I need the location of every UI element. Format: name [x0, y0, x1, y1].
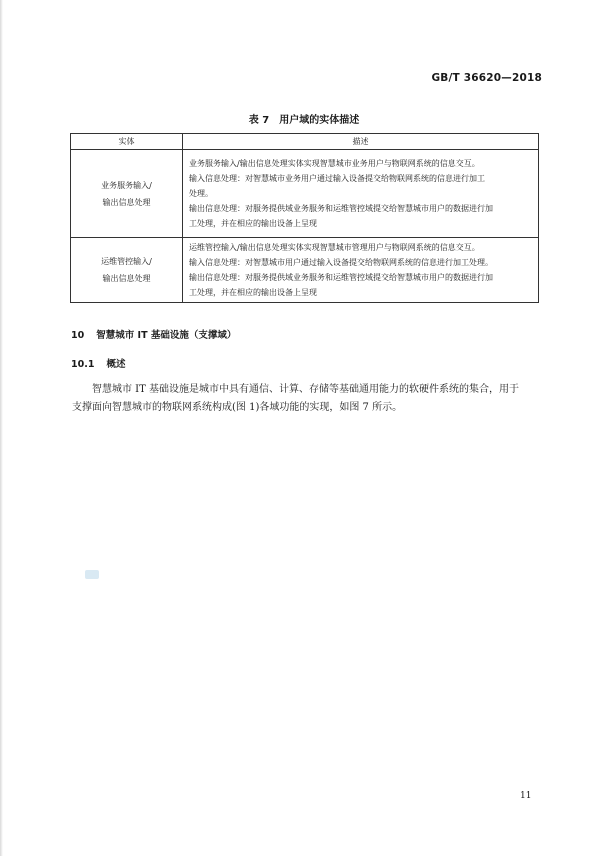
section-heading [71, 327, 236, 341]
description-line: 工处理，并在相应的输出设备上呈现 [189, 288, 317, 297]
entity-table [70, 133, 539, 303]
description-line: 处理。 [189, 189, 213, 198]
description-cell [183, 150, 539, 238]
paragraph-line: 支撑面向智慧城市的物联网系统构成(图 1)各域功能的实现，如图 7 所示。 [72, 402, 403, 413]
table-row [71, 238, 539, 303]
table-caption: 表 7 用户域的实体描述 [248, 115, 360, 126]
description-line: 输出信息处理：对服务提供域业务服务和运维管控域提交给智慧城市用户的数据进行加 [189, 204, 493, 213]
description-line: 运维管控输入/输出信息处理实体实现智慧城市管理用户与物联网系统的信息交互。 [189, 243, 480, 252]
description-line: 输出信息处理：对服务提供域业务服务和运维管控域提交给智慧城市用户的数据进行加 [189, 273, 493, 282]
entity-name-line: 运维管控输入/ [101, 257, 152, 266]
column-header-entity: 实体 [71, 134, 183, 150]
scan-mark [85, 570, 99, 579]
entity-name-line: 输出信息处理 [102, 274, 151, 283]
description-line: 业务服务输入/输出信息处理实体实现智慧城市业务用户与物联网系统的信息交互。 [189, 159, 480, 168]
description-line: 输入信息处理：对智慧城市业务用户通过输入设备提交给物联网系统的信息进行加工 [189, 174, 485, 183]
table-row [71, 150, 539, 238]
description-line: 输入信息处理：对智慧城市用户通过输入设备提交给物联网系统的信息进行加工处理。 [189, 258, 493, 267]
entity-cell [71, 238, 183, 303]
section-title: 智慧城市 IT 基础设施（支撑域） [96, 330, 237, 341]
standard-code: GB/T 36620—2018 [431, 72, 542, 84]
subsection-number: 10.1 [71, 359, 95, 370]
table-header-row [71, 134, 539, 150]
page-edge-shadow [0, 0, 3, 856]
column-header-description: 描述 [183, 134, 539, 150]
section-number: 10 [71, 330, 85, 341]
overview-paragraph [72, 381, 542, 417]
entity-cell [71, 150, 183, 238]
description-line: 工处理，并在相应的输出设备上呈现 [189, 219, 317, 228]
entity-name-line: 业务服务输入/ [101, 180, 152, 190]
page-number: 11 [520, 791, 532, 801]
subsection-heading [71, 356, 125, 370]
description-cell [183, 238, 539, 303]
entity-name-line: 输出信息处理 [102, 197, 151, 207]
subsection-title: 概述 [106, 359, 126, 370]
paragraph-line: 智慧城市 IT 基础设施是城市中具有通信、计算、存储等基础通用能力的软硬件系统的集合，用于 [92, 384, 519, 395]
